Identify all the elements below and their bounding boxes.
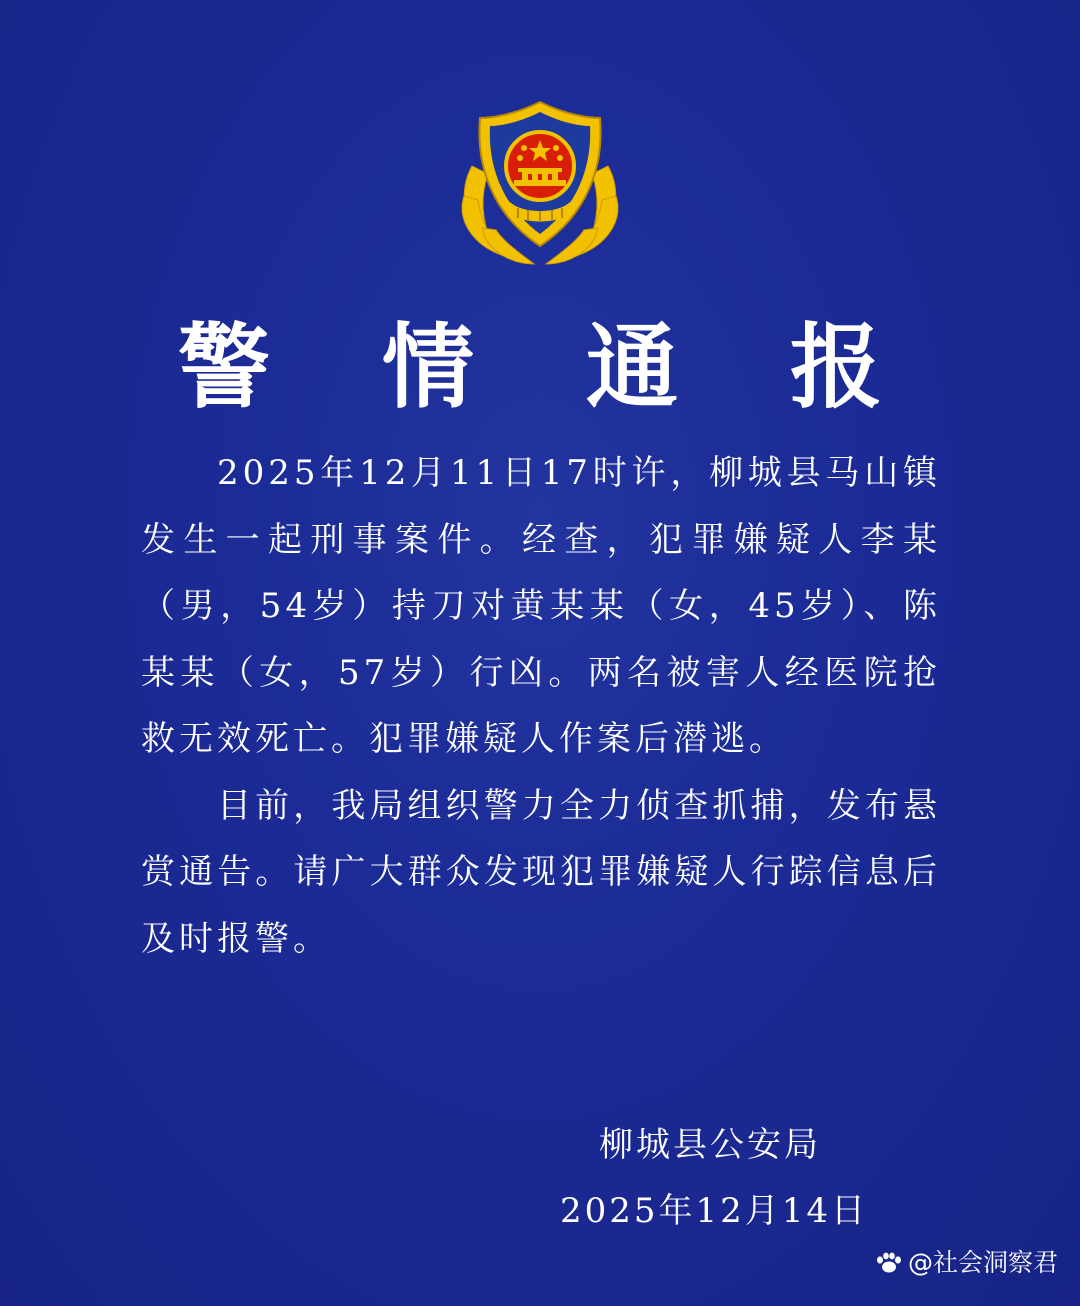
issuer-name: 柳城县公安局 — [599, 1125, 821, 1165]
notice-paragraph: 目前，我局组织警力全力侦查抓捕，发布悬赏通告。请广大群众发现犯罪嫌疑人行踪信息后及时报警。 — [141, 785, 941, 959]
notice-paragraph: 2025年12月11日17时许，柳城县马山镇发生一起刑事案件。经查，犯罪嫌疑人李某（男，54岁）持刀对黄某某（女，45岁）、陈某某（女，57岁）行凶。两名被害人经医院抢救无效死亡。犯罪嫌疑人作案后潜逃。 — [141, 453, 941, 759]
watermark-text: @社会洞察君 — [907, 1248, 1058, 1277]
watermark — [874, 1248, 1058, 1278]
issue-date: 2025年12月14日 — [560, 1191, 869, 1231]
notice-body — [141, 440, 941, 972]
signature-block — [560, 1112, 869, 1244]
paw-icon — [874, 1251, 904, 1275]
police-emblem-icon — [452, 96, 628, 272]
notice-title: 警 情 通 报 — [177, 313, 923, 421]
